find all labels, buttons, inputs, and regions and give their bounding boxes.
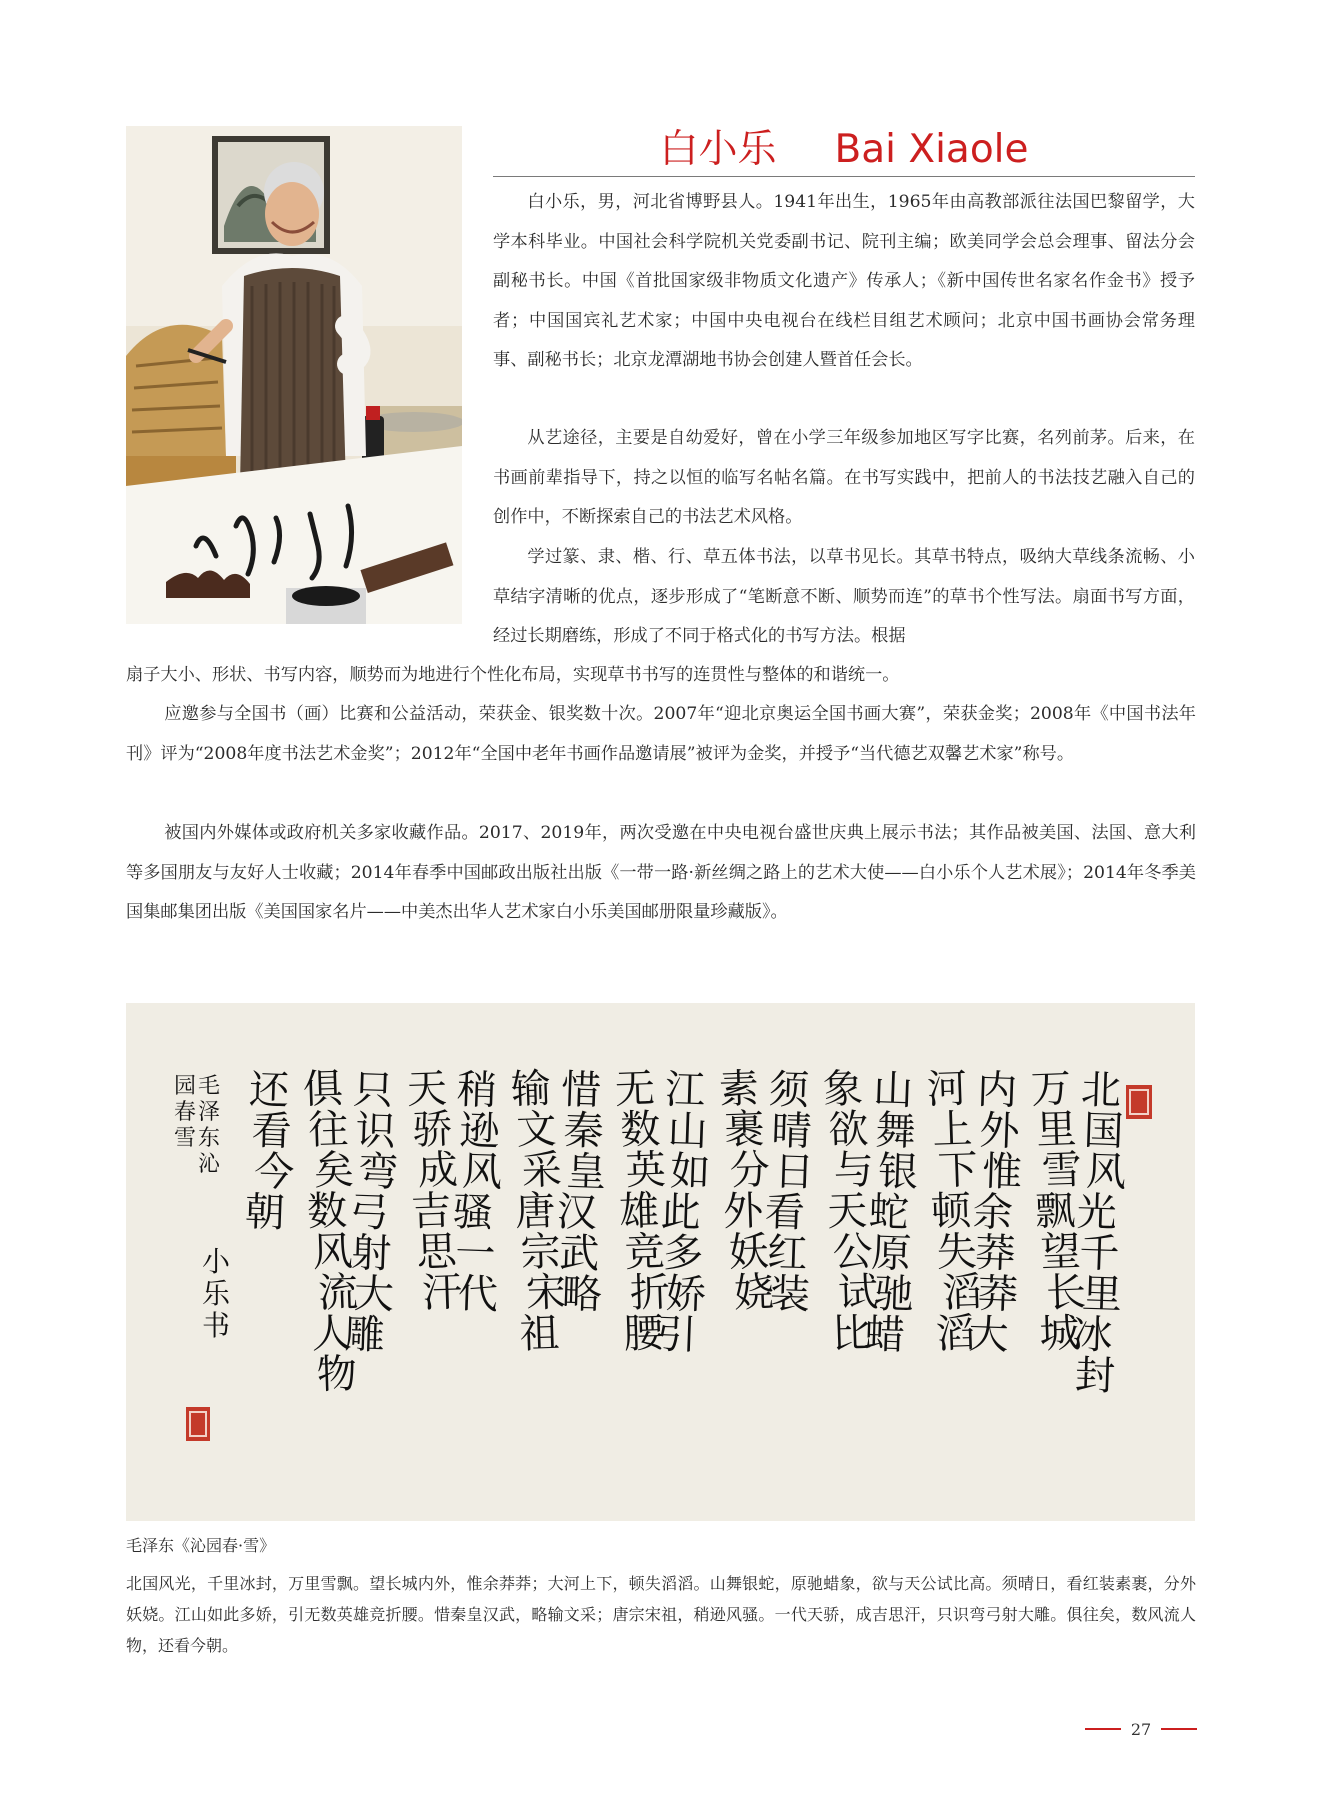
bio-paragraph-4-text: 应邀参与全国书（画）比赛和公益活动，荣获金、银奖数十次。2007年“迎北京奥运全国书画大赛”，荣获金奖；2008年《中国书法年刊》评为“2008年度书法艺术金奖”；2012年“全国中老年书画作品邀请展”被评为金奖，并授予“当代德艺双馨艺术家”称号。 bbox=[126, 704, 1196, 764]
page-number-rule-left bbox=[1085, 1728, 1121, 1730]
artwork-column: 内外惟余莽莽大 bbox=[967, 1066, 1023, 1359]
artist-name-chinese: 白小乐 bbox=[659, 127, 777, 172]
artist-photo bbox=[126, 126, 462, 624]
page-number-rule-right bbox=[1161, 1728, 1197, 1730]
calligraphy-artwork bbox=[126, 1003, 1195, 1521]
bio-paragraph-5 bbox=[126, 814, 1196, 933]
bio-paragraph-1: 白小乐，男，河北省博野县人。1941年出生，1965年由高教部派往法国巴黎留学，大学本科毕业。中国社会科学院机关党委副书记、院刊主编；欧美同学会总会理事、留法分会副秘书长。中国《首批国家级非物质文化遗产》传承人；《新中国传世名家名作金书》授予者；中国国宾礼艺术家；中国中央电视台在线栏目组艺术顾问；北京中国书画协会常务理事、副秘书长；北京龙潭湖地书协会创建人暨首任会长。 bbox=[493, 192, 1195, 370]
title-divider bbox=[493, 176, 1195, 177]
bio-paragraph-2: 从艺途径，主要是自幼爱好，曾在小学三年级参加地区写字比赛，名列前茅。后来，在书画前辈指导下，持之以恒的临写名帖名篇。在书写实践中，把前人的书法技艺融入自己的创作中，不断探索自己的书法艺术风格。 bbox=[493, 428, 1195, 527]
artwork-column: 万里雪飘望长城 bbox=[1030, 1065, 1087, 1358]
bio-paragraph-3-part-1: 学过篆、隶、楷、行、草五体书法，以草书见长。其草书特点，吸纳大草线条流畅、小草结字清晰的优点，逐步形成了“笔断意不断、顺势而连”的草书个性写法。扇面书写方面，经过长期磨练，形成了不同于格式化的书写方法。根据 bbox=[493, 547, 1195, 646]
artwork-inscription: 毛泽东沁园春雪 bbox=[174, 1074, 221, 1177]
artwork-column: 河上下顿失滔滔 bbox=[926, 1065, 983, 1358]
bio-paragraph-4 bbox=[126, 695, 1196, 774]
artist-name-english: Bai Xiaole bbox=[834, 127, 1029, 172]
artwork-column: 还看今朝 bbox=[243, 1066, 295, 1237]
page-title bbox=[493, 126, 1195, 174]
artwork-column: 俱往矣数风流人物 bbox=[302, 1065, 359, 1399]
artwork-column: 素裹分外妖娆 bbox=[718, 1065, 775, 1317]
artwork-column: 须晴日看红装 bbox=[763, 1066, 815, 1319]
artwork-column: 稍逊风骚一代 bbox=[451, 1066, 503, 1319]
artwork-column: 象欲与天公试比 bbox=[822, 1065, 879, 1358]
artwork-caption-title: 毛泽东《沁园春·雪》 bbox=[126, 1536, 276, 1555]
bio-paragraph-5-text: 被国内外媒体或政府机关多家收藏作品。2017、2019年，两次受邀在中央电视台盛世庆典上展示书法；其作品被美国、法国、意大利等多国朋友与友好人士收藏；2014年春季中国邮政出版社出版《一带一路·新丝绸之路上的艺术大使——白小乐个人艺术展》；2014年冬季美国集邮集团出版《美国国家名片——中美杰出华人艺术家白小乐美国邮册限量珍藏版》。 bbox=[126, 823, 1196, 922]
page-number bbox=[1085, 1717, 1197, 1741]
artist-photo-illustration bbox=[126, 126, 462, 624]
artwork-column: 江山如此多娇引 bbox=[655, 1066, 711, 1359]
artwork-column: 只识弯弓射大雕 bbox=[343, 1066, 399, 1359]
artwork-column: 北国风光千里冰封 bbox=[1071, 1066, 1127, 1400]
artwork-column: 输文采唐宗宋祖 bbox=[510, 1065, 567, 1358]
artwork-column: 山舞银蛇原驰蜡 bbox=[863, 1066, 919, 1359]
artwork-column: 惜秦皇汉武略 bbox=[555, 1066, 607, 1319]
artwork-caption-text: 北国风光，千里冰封，万里雪飘。望长城内外，惟余莽莽；大河上下，顿失滔滔。山舞银蛇，原驰蜡象，欲与天公试比高。须晴日，看红装素裹，分外妖娆。江山如此多娇，引无数英雄竞折腰。惜秦皇汉武，略输文采；唐宗宋祖，稍逊风骚。一代天骄，成吉思汗，只识弯弓射大雕。俱往矣，数风流人物，还看今朝。 bbox=[126, 1574, 1196, 1655]
bio-paragraph-3-part-2: 扇子大小、形状、书写内容，顺势而为地进行个性化布局，实现草书书写的连贯性与整体的和谐统一。 bbox=[126, 665, 900, 685]
artwork-column: 天骄成吉思汗 bbox=[406, 1065, 463, 1317]
artwork-signature: 小乐书 bbox=[202, 1245, 231, 1342]
page-number-value: 27 bbox=[1130, 1719, 1152, 1739]
artwork-column: 无数英雄竞折腰 bbox=[614, 1065, 671, 1358]
calligraphy-artwork-svg bbox=[126, 1003, 1195, 1521]
